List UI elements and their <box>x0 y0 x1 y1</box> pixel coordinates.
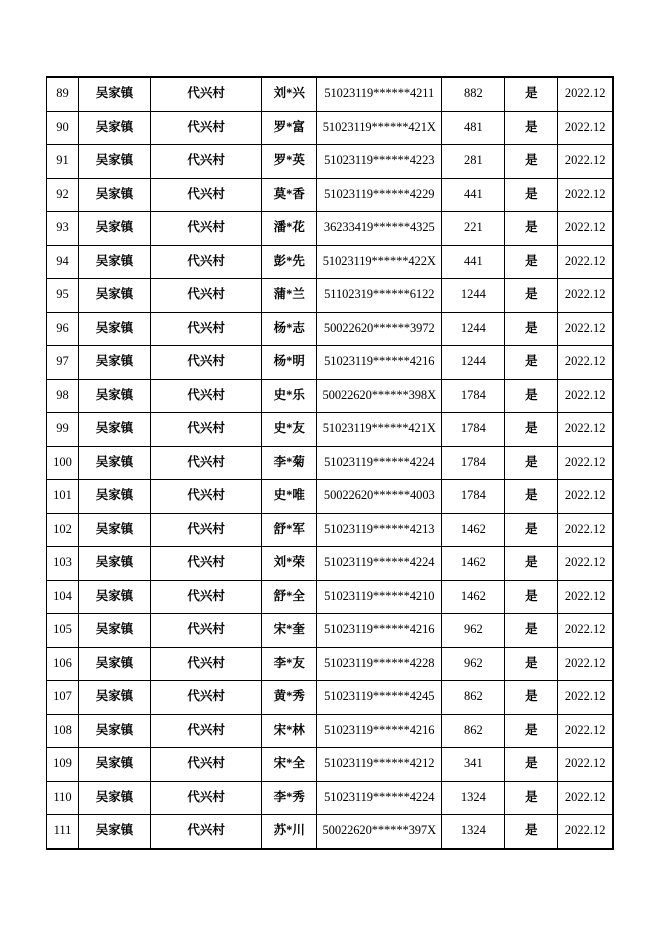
cell-person-name: 罗*富 <box>262 111 317 145</box>
cell-flag: 是 <box>505 781 558 815</box>
cell-date: 2022.12 <box>558 178 613 212</box>
cell-amount: 441 <box>442 178 505 212</box>
cell-date: 2022.12 <box>558 781 613 815</box>
table-row <box>47 580 614 614</box>
cell-date: 2022.12 <box>558 446 613 480</box>
cell-town: 吴家镇 <box>79 781 151 815</box>
table-row <box>47 413 614 447</box>
cell-village: 代兴村 <box>151 212 262 246</box>
cell-flag: 是 <box>505 111 558 145</box>
cell-town: 吴家镇 <box>79 279 151 313</box>
cell-flag: 是 <box>505 480 558 514</box>
cell-flag: 是 <box>505 379 558 413</box>
cell-flag: 是 <box>505 580 558 614</box>
table-row <box>47 781 614 815</box>
roster-table <box>46 76 614 850</box>
cell-id-number: 51023119******4216 <box>317 714 442 748</box>
cell-id-number: 51023119******4213 <box>317 513 442 547</box>
cell-date: 2022.12 <box>558 614 613 648</box>
cell-village: 代兴村 <box>151 513 262 547</box>
cell-person-name: 杨*志 <box>262 312 317 346</box>
cell-sequence-number: 96 <box>47 312 79 346</box>
cell-person-name: 莫*香 <box>262 178 317 212</box>
table-row <box>47 614 614 648</box>
cell-person-name: 宋*林 <box>262 714 317 748</box>
cell-sequence-number: 95 <box>47 279 79 313</box>
cell-amount: 882 <box>442 77 505 111</box>
cell-town: 吴家镇 <box>79 547 151 581</box>
cell-date: 2022.12 <box>558 580 613 614</box>
cell-amount: 1324 <box>442 815 505 849</box>
table-row <box>47 379 614 413</box>
cell-sequence-number: 89 <box>47 77 79 111</box>
cell-amount: 221 <box>442 212 505 246</box>
cell-amount: 481 <box>442 111 505 145</box>
cell-person-name: 潘*花 <box>262 212 317 246</box>
cell-town: 吴家镇 <box>79 245 151 279</box>
table-row <box>47 480 614 514</box>
cell-person-name: 罗*英 <box>262 145 317 179</box>
cell-flag: 是 <box>505 346 558 380</box>
cell-date: 2022.12 <box>558 480 613 514</box>
cell-sequence-number: 104 <box>47 580 79 614</box>
cell-sequence-number: 100 <box>47 446 79 480</box>
cell-person-name: 刘*荣 <box>262 547 317 581</box>
cell-id-number: 50022620******397X <box>317 815 442 849</box>
cell-village: 代兴村 <box>151 547 262 581</box>
cell-town: 吴家镇 <box>79 346 151 380</box>
cell-town: 吴家镇 <box>79 614 151 648</box>
cell-person-name: 彭*先 <box>262 245 317 279</box>
cell-village: 代兴村 <box>151 781 262 815</box>
cell-id-number: 51023119******4216 <box>317 346 442 380</box>
cell-flag: 是 <box>505 547 558 581</box>
cell-id-number: 50022620******3972 <box>317 312 442 346</box>
cell-id-number: 51023119******4229 <box>317 178 442 212</box>
cell-date: 2022.12 <box>558 714 613 748</box>
cell-amount: 441 <box>442 245 505 279</box>
cell-village: 代兴村 <box>151 346 262 380</box>
cell-sequence-number: 94 <box>47 245 79 279</box>
cell-person-name: 李*秀 <box>262 781 317 815</box>
cell-flag: 是 <box>505 681 558 715</box>
cell-person-name: 蒲*兰 <box>262 279 317 313</box>
cell-person-name: 苏*川 <box>262 815 317 849</box>
cell-village: 代兴村 <box>151 815 262 849</box>
cell-flag: 是 <box>505 748 558 782</box>
cell-id-number: 51102319******6122 <box>317 279 442 313</box>
roster-table-container <box>46 76 614 850</box>
cell-id-number: 50022620******4003 <box>317 480 442 514</box>
cell-village: 代兴村 <box>151 111 262 145</box>
cell-id-number: 51023119******4216 <box>317 614 442 648</box>
table-row <box>47 513 614 547</box>
cell-sequence-number: 101 <box>47 480 79 514</box>
table-row <box>47 212 614 246</box>
cell-town: 吴家镇 <box>79 748 151 782</box>
table-row <box>47 178 614 212</box>
cell-town: 吴家镇 <box>79 580 151 614</box>
cell-town: 吴家镇 <box>79 111 151 145</box>
table-row <box>47 279 614 313</box>
cell-date: 2022.12 <box>558 379 613 413</box>
cell-flag: 是 <box>505 77 558 111</box>
cell-village: 代兴村 <box>151 446 262 480</box>
cell-town: 吴家镇 <box>79 513 151 547</box>
cell-amount: 1462 <box>442 580 505 614</box>
cell-id-number: 51023119******421X <box>317 111 442 145</box>
cell-town: 吴家镇 <box>79 178 151 212</box>
cell-date: 2022.12 <box>558 77 613 111</box>
cell-id-number: 51023119******4224 <box>317 446 442 480</box>
cell-date: 2022.12 <box>558 245 613 279</box>
cell-village: 代兴村 <box>151 714 262 748</box>
cell-town: 吴家镇 <box>79 480 151 514</box>
cell-flag: 是 <box>505 279 558 313</box>
cell-sequence-number: 91 <box>47 145 79 179</box>
cell-id-number: 51023119******4223 <box>317 145 442 179</box>
table-row <box>47 714 614 748</box>
cell-id-number: 51023119******4211 <box>317 77 442 111</box>
cell-sequence-number: 107 <box>47 681 79 715</box>
cell-sequence-number: 98 <box>47 379 79 413</box>
cell-amount: 281 <box>442 145 505 179</box>
cell-village: 代兴村 <box>151 77 262 111</box>
cell-town: 吴家镇 <box>79 681 151 715</box>
table-row <box>47 681 614 715</box>
cell-sequence-number: 99 <box>47 413 79 447</box>
cell-sequence-number: 110 <box>47 781 79 815</box>
cell-person-name: 刘*兴 <box>262 77 317 111</box>
cell-id-number: 51023119******4228 <box>317 647 442 681</box>
table-row <box>47 748 614 782</box>
cell-date: 2022.12 <box>558 748 613 782</box>
cell-date: 2022.12 <box>558 145 613 179</box>
table-row <box>47 446 614 480</box>
cell-amount: 1244 <box>442 312 505 346</box>
cell-amount: 862 <box>442 681 505 715</box>
cell-sequence-number: 97 <box>47 346 79 380</box>
cell-amount: 962 <box>442 647 505 681</box>
cell-person-name: 李*菊 <box>262 446 317 480</box>
cell-flag: 是 <box>505 245 558 279</box>
cell-village: 代兴村 <box>151 245 262 279</box>
cell-date: 2022.12 <box>558 513 613 547</box>
cell-date: 2022.12 <box>558 279 613 313</box>
cell-amount: 1324 <box>442 781 505 815</box>
cell-id-number: 50022620******398X <box>317 379 442 413</box>
cell-flag: 是 <box>505 446 558 480</box>
cell-date: 2022.12 <box>558 647 613 681</box>
cell-id-number: 51023119******4210 <box>317 580 442 614</box>
table-row <box>47 346 614 380</box>
cell-town: 吴家镇 <box>79 714 151 748</box>
cell-id-number: 51023119******422X <box>317 245 442 279</box>
cell-village: 代兴村 <box>151 145 262 179</box>
table-row <box>47 815 614 849</box>
cell-person-name: 舒*全 <box>262 580 317 614</box>
cell-amount: 1244 <box>442 279 505 313</box>
cell-sequence-number: 102 <box>47 513 79 547</box>
cell-village: 代兴村 <box>151 748 262 782</box>
cell-amount: 1784 <box>442 379 505 413</box>
cell-town: 吴家镇 <box>79 647 151 681</box>
cell-amount: 962 <box>442 614 505 648</box>
cell-id-number: 51023119******4224 <box>317 547 442 581</box>
table-row <box>47 111 614 145</box>
cell-flag: 是 <box>505 312 558 346</box>
cell-village: 代兴村 <box>151 480 262 514</box>
cell-amount: 1784 <box>442 446 505 480</box>
cell-amount: 862 <box>442 714 505 748</box>
cell-person-name: 史*友 <box>262 413 317 447</box>
cell-village: 代兴村 <box>151 379 262 413</box>
cell-sequence-number: 105 <box>47 614 79 648</box>
cell-amount: 341 <box>442 748 505 782</box>
cell-person-name: 舒*军 <box>262 513 317 547</box>
cell-sequence-number: 90 <box>47 111 79 145</box>
table-row <box>47 245 614 279</box>
cell-flag: 是 <box>505 413 558 447</box>
cell-village: 代兴村 <box>151 647 262 681</box>
cell-sequence-number: 92 <box>47 178 79 212</box>
cell-village: 代兴村 <box>151 413 262 447</box>
cell-date: 2022.12 <box>558 312 613 346</box>
cell-amount: 1244 <box>442 346 505 380</box>
cell-flag: 是 <box>505 212 558 246</box>
cell-id-number: 36233419******4325 <box>317 212 442 246</box>
cell-village: 代兴村 <box>151 279 262 313</box>
cell-date: 2022.12 <box>558 681 613 715</box>
cell-sequence-number: 108 <box>47 714 79 748</box>
cell-town: 吴家镇 <box>79 446 151 480</box>
table-row <box>47 77 614 111</box>
cell-flag: 是 <box>505 513 558 547</box>
cell-id-number: 51023119******421X <box>317 413 442 447</box>
cell-id-number: 51023119******4245 <box>317 681 442 715</box>
table-row <box>47 547 614 581</box>
table-row <box>47 145 614 179</box>
cell-village: 代兴村 <box>151 580 262 614</box>
cell-sequence-number: 93 <box>47 212 79 246</box>
cell-village: 代兴村 <box>151 614 262 648</box>
cell-town: 吴家镇 <box>79 77 151 111</box>
cell-village: 代兴村 <box>151 178 262 212</box>
roster-table-body <box>47 77 614 849</box>
cell-id-number: 51023119******4212 <box>317 748 442 782</box>
cell-person-name: 李*友 <box>262 647 317 681</box>
cell-village: 代兴村 <box>151 312 262 346</box>
cell-flag: 是 <box>505 815 558 849</box>
cell-person-name: 宋*奎 <box>262 614 317 648</box>
cell-person-name: 黄*秀 <box>262 681 317 715</box>
cell-town: 吴家镇 <box>79 212 151 246</box>
cell-date: 2022.12 <box>558 212 613 246</box>
cell-town: 吴家镇 <box>79 413 151 447</box>
cell-flag: 是 <box>505 614 558 648</box>
cell-town: 吴家镇 <box>79 312 151 346</box>
cell-sequence-number: 103 <box>47 547 79 581</box>
cell-town: 吴家镇 <box>79 815 151 849</box>
cell-person-name: 史*乐 <box>262 379 317 413</box>
cell-person-name: 杨*明 <box>262 346 317 380</box>
cell-amount: 1784 <box>442 413 505 447</box>
cell-id-number: 51023119******4224 <box>317 781 442 815</box>
cell-amount: 1462 <box>442 547 505 581</box>
cell-sequence-number: 109 <box>47 748 79 782</box>
cell-flag: 是 <box>505 178 558 212</box>
cell-date: 2022.12 <box>558 413 613 447</box>
cell-sequence-number: 106 <box>47 647 79 681</box>
table-row <box>47 647 614 681</box>
cell-flag: 是 <box>505 145 558 179</box>
cell-town: 吴家镇 <box>79 145 151 179</box>
table-row <box>47 312 614 346</box>
cell-date: 2022.12 <box>558 547 613 581</box>
cell-amount: 1462 <box>442 513 505 547</box>
cell-amount: 1784 <box>442 480 505 514</box>
cell-person-name: 史*唯 <box>262 480 317 514</box>
cell-flag: 是 <box>505 647 558 681</box>
cell-date: 2022.12 <box>558 111 613 145</box>
cell-village: 代兴村 <box>151 681 262 715</box>
cell-flag: 是 <box>505 714 558 748</box>
cell-sequence-number: 111 <box>47 815 79 849</box>
cell-date: 2022.12 <box>558 346 613 380</box>
cell-date: 2022.12 <box>558 815 613 849</box>
cell-person-name: 宋*全 <box>262 748 317 782</box>
cell-town: 吴家镇 <box>79 379 151 413</box>
